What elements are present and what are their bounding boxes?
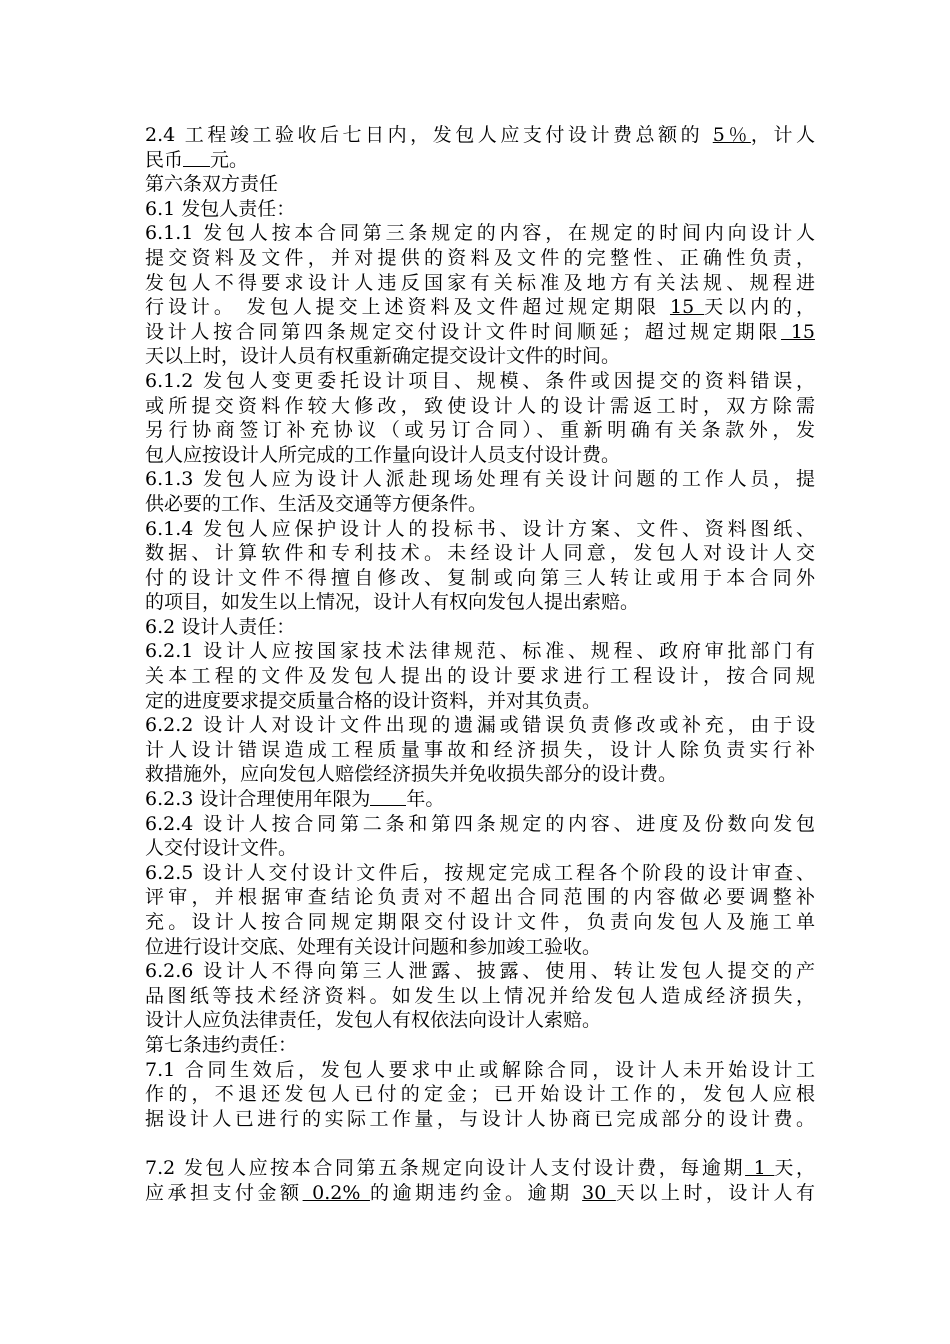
underlined-value: 15 (781, 320, 815, 343)
text-line (145, 517, 815, 542)
text-segment: 民币 (145, 148, 184, 171)
text-line (145, 762, 815, 787)
text-segment: 另行协商签订补充协议（或另订合同）、重新明确有关条款外，发 (145, 419, 815, 442)
text-segment: 6.2.1 设计人应按国家技术法律规范、标准、规程、政府审批部门有 (145, 640, 815, 663)
blank-line (145, 1131, 815, 1156)
text-segment: 6.1.2 发包人变更委托设计项目、规模、条件或因提交的资料错误， (145, 369, 815, 392)
text-segment: 定的进度要求提交质量合格的设计资料，并对其负责。 (145, 689, 602, 712)
underlined-value: 0.2% (302, 1181, 370, 1204)
text-line (145, 541, 815, 566)
text-segment: 6.1.1 发包人按本合同第三条规定的内容，在规定的时间内向设计人 (145, 222, 815, 245)
text-segment: 行设计。 发包人提交上述资料及文件超过规定期限 (145, 296, 670, 319)
text-line (145, 246, 815, 271)
text-segment: 6.2.3 设计合理使用年限为 (145, 788, 371, 811)
text-line (145, 295, 815, 320)
text-segment: 6.2.5 设计人交付设计文件后，按规定完成工程各个阶段的设计审查、 (145, 861, 815, 884)
text-line (145, 271, 815, 296)
underlined-value: 15 (669, 296, 705, 319)
text-segment: 天以上时，设计人有 (615, 1181, 815, 1204)
text-line (145, 148, 815, 173)
text-segment: 天以上时，设计人员有权重新确定提交设计文件的时间。 (145, 345, 621, 368)
text-segment: 第六条双方责任 (145, 173, 279, 196)
text-segment: 6.2 设计人责任： (145, 615, 296, 638)
text-line (145, 1107, 815, 1132)
text-line (145, 1181, 815, 1206)
text-segment: 供必要的工作、生活及交通等方便条件。 (145, 492, 488, 515)
text-line (145, 1008, 815, 1033)
text-segment: 6.2.6 设计人不得向第三人泄露、披露、使用、转让发包人提交的产 (145, 960, 815, 983)
text-segment: 品图纸等技术经济资料。如发生以上情况并给发包人造成经济损失， (145, 984, 815, 1007)
text-segment: 评审，并根据审查结论负责对不超出合同范围的内容做必要调整补 (145, 886, 815, 909)
text-segment: 6.1.4 发包人应保护设计人的投标书、设计方案、文件、资料图纸、 (145, 517, 815, 540)
text-segment: 充。设计人按合同规定期限交付设计文件，负责向发包人及施工单 (145, 911, 815, 933)
text-segment: 发包人不得要求设计人违反国家有关标准及地方有关法规、规程进 (145, 271, 815, 294)
text-line (145, 443, 815, 468)
fill-in-blank (183, 148, 210, 167)
text-segment: 7.1 合同生效后，发包人要求中止或解除合同，设计人未开始设计工 (145, 1058, 815, 1081)
text-line (145, 369, 815, 394)
text-segment: 6.2.4 设计人按合同第二条和第四条规定的内容、进度及份数向发包 (145, 812, 815, 835)
text-line (145, 959, 815, 984)
text-segment: 第七条违约责任： (145, 1033, 298, 1056)
text-segment: 天以内的， (704, 296, 815, 319)
text-line (145, 664, 815, 689)
text-line (145, 1033, 815, 1058)
text-segment: 应承担支付金额 (145, 1181, 303, 1204)
text-segment: 6.1.3 发包人应为设计人派赴现场处理有关设计问题的工作人员，提 (145, 468, 815, 491)
text-line (145, 123, 815, 148)
text-line (145, 1082, 815, 1107)
text-line (145, 787, 815, 812)
text-segment: ，计人 (750, 124, 815, 146)
text-segment: 6.1 发包人责任： (145, 197, 296, 220)
text-line (145, 172, 815, 197)
underlined-value: 1 (745, 1156, 775, 1179)
text-segment: 天， (774, 1156, 815, 1179)
text-line (145, 221, 815, 246)
text-segment: 计人设计错误造成工程质量事故和经济损失，设计人除负责实行补 (145, 738, 815, 761)
text-line (145, 467, 815, 492)
text-line (145, 738, 815, 763)
text-segment: 7.2 发包人应按本合同第五条规定向设计人支付设计费，每逾期 (145, 1156, 746, 1179)
text-segment: 付的设计文件不得擅自修改、复制或向第三人转让或用于本合同外 (145, 566, 815, 589)
text-line (145, 984, 815, 1009)
underlined-value: 5％ (712, 124, 751, 146)
text-segment: 据设计人已进行的实际工作量，与设计人协商已完成部分的设计费。 (145, 1107, 815, 1130)
text-line (145, 910, 815, 935)
text-line (145, 713, 815, 738)
underlined-value: 30 (582, 1181, 616, 1204)
text-segment: 的项目，如发生以上情况，设计人有权向发包人提出索赔。 (145, 591, 640, 614)
text-segment: 救措施外，应向发包人赔偿经济损失并免收损失部分的设计费。 (145, 763, 678, 786)
text-segment: 的逾期违约金。逾期 (369, 1181, 583, 1204)
text-segment: 作的，不退还发包人已付的定金；已开始设计工作的，发包人应根 (145, 1083, 815, 1106)
text-segment: 6.2.2 设计人对设计文件出现的遗漏或错误负责修改或补充，由于设 (145, 714, 815, 737)
text-line (145, 590, 815, 615)
text-segment: 元。 (210, 148, 249, 171)
text-line (145, 492, 815, 517)
text-segment: 年。 (406, 788, 445, 811)
text-line (145, 418, 815, 443)
text-segment: 位进行设计交底、处理有关设计问题和参加竣工验收。 (145, 935, 602, 958)
text-line (145, 861, 815, 886)
text-line (145, 320, 815, 345)
text-line (145, 1156, 815, 1181)
text-segment: 2.4 工程竣工验收后七日内，发包人应支付设计费总额的 (145, 124, 713, 146)
text-line (145, 935, 815, 960)
text-line (145, 197, 815, 222)
text-line (145, 885, 815, 910)
text-segment: 或所提交资料作较大修改，致使设计人的设计需返工时，双方除需 (145, 394, 815, 417)
contract-text (145, 123, 815, 1205)
text-line (145, 566, 815, 591)
text-line (145, 639, 815, 664)
text-line (145, 344, 815, 369)
text-segment: 人交付设计文件。 (145, 837, 298, 860)
text-line (145, 615, 815, 640)
text-line (145, 689, 815, 714)
text-line (145, 812, 815, 837)
text-line (145, 394, 815, 419)
text-segment: 设计人应负法律责任，发包人有权依法向设计人索赔。 (145, 1009, 602, 1032)
text-line (145, 836, 815, 861)
text-segment: 包人应按设计人所完成的工作量向设计人员支付设计费。 (145, 443, 621, 466)
text-segment: 设计人按合同第四条规定交付设计文件时间顺延；超过规定期限 (145, 320, 782, 343)
text-segment: 关本工程的文件及发包人提出的设计要求进行工程设计，按合同规 (145, 665, 815, 688)
text-segment: 提交资料及文件，并对提供的资料及文件的完整性、正确性负责， (145, 246, 815, 269)
text-segment: 数据、计算软件和专利技术。未经设计人同意，发包人对设计人交 (145, 542, 815, 565)
text-line (145, 1058, 815, 1083)
fill-in-blank (370, 787, 406, 806)
